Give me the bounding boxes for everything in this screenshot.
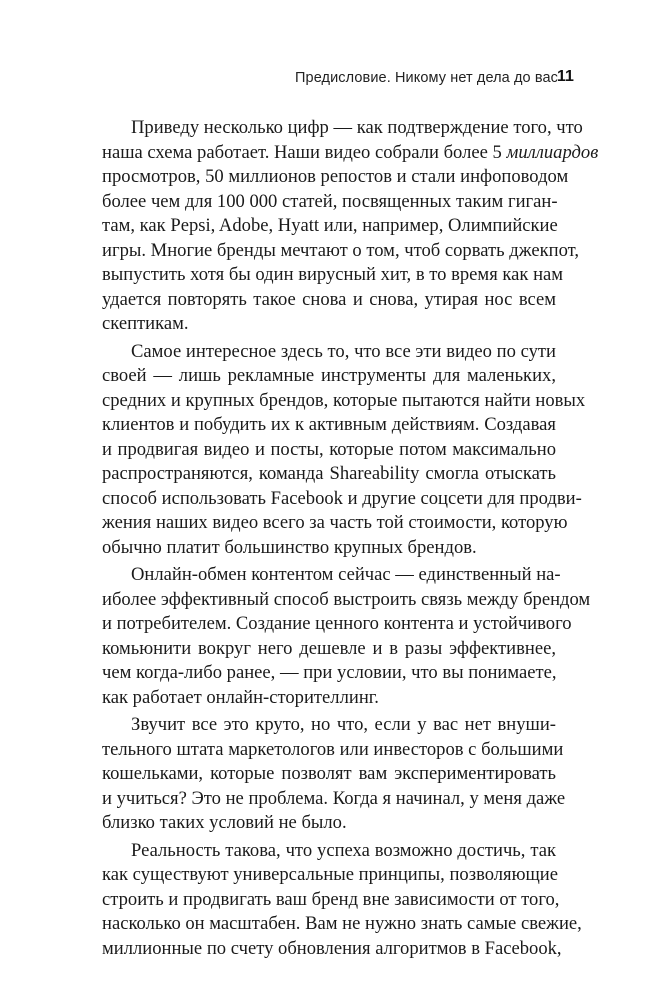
text-line — [102, 762, 556, 787]
text-line — [102, 141, 599, 166]
text-segment: наша схема работает. Наши видео собрали более 5 — [102, 141, 507, 163]
text-segment: клиентов и побудить их к активным действиям. Создавая — [102, 414, 556, 435]
text-segment: как работает онлайн-сторителлинг. — [102, 686, 379, 708]
text-line — [102, 637, 556, 662]
text-line — [102, 839, 556, 864]
text-line — [102, 713, 556, 738]
text-segment: Онлайн-обмен контентом сейчас — единственный на- — [131, 564, 561, 585]
running-head-title: Предисловие. Никому нет дела до вас — [295, 70, 558, 86]
text-segment: выпустить хотя бы один вирусный хит, в то время как нам — [102, 264, 564, 285]
text-segment: там, как Pepsi, Adobe, Hyatt или, например, Олимпийские — [102, 215, 558, 236]
text-line — [102, 340, 556, 365]
italic-text: миллиардов — [506, 141, 599, 163]
text-line — [102, 511, 568, 536]
text-segment: Приведу несколько цифр — как подтверждение того, что — [131, 117, 583, 138]
paragraph — [102, 713, 566, 836]
text-segment: средних и крупных брендов, которые пытаются найти новых — [102, 389, 586, 411]
text-line — [102, 686, 556, 711]
text-line — [102, 563, 561, 588]
text-segment: распространяются, команда Shareability смогла отыскать — [102, 463, 556, 484]
paragraph — [102, 839, 582, 962]
text-segment: насколько он масштабен. Вам не нужно знать самые свежие, — [102, 913, 582, 934]
paragraph — [102, 116, 599, 337]
text-segment: более чем для 100 000 статей, посвященных таким гиган- — [102, 190, 558, 212]
text-line — [102, 263, 564, 288]
text-line — [102, 438, 556, 463]
text-line — [102, 937, 562, 962]
text-line — [102, 239, 580, 264]
text-line — [102, 462, 556, 487]
paragraph — [102, 563, 591, 710]
text-segment: и потребителем. Создание ценного контента и устойчивого — [102, 613, 572, 634]
text-line — [102, 811, 556, 836]
text-segment: как существуют универсальные принципы, позволяющие — [102, 864, 559, 885]
text-segment: способ использовать Facebook и другие соцсети для продви- — [102, 487, 582, 509]
text-line — [102, 165, 569, 190]
text-line — [102, 863, 559, 888]
text-line — [102, 588, 591, 613]
text-segment: игры. Многие бренды мечтают о том, чтоб сорвать джекпот, — [102, 239, 580, 261]
text-segment: и учиться? Это не проблема. Когда я начинал, у меня даже — [102, 787, 566, 809]
text-line — [102, 288, 556, 313]
text-line — [102, 787, 566, 812]
text-segment: Реальность такова, что успеха возможно достичь, так — [131, 839, 556, 861]
text-segment: строить и продвигать ваш бренд вне зависимости от того, — [102, 888, 560, 910]
text-line — [102, 413, 556, 438]
text-line — [102, 888, 560, 913]
text-segment: иболее эффективный способ выстроить связь между брендом — [102, 588, 591, 610]
text-line — [102, 214, 556, 239]
text-segment: чем когда-либо ранее, — при условии, что вы понимаете, — [102, 662, 557, 683]
text-segment: близко таких условий не было. — [102, 812, 347, 833]
text-segment: обычно платит большинство крупных брендов. — [102, 536, 477, 558]
text-segment: и продвигая видео и посты, которые потом максимально — [102, 438, 556, 460]
text-line — [102, 738, 564, 763]
text-line — [102, 536, 556, 561]
page-number: 11 — [557, 68, 574, 85]
text-line — [102, 190, 556, 215]
text-segment: своей — лишь рекламные инструменты для маленьких, — [102, 365, 556, 386]
text-line — [102, 487, 582, 512]
body-text — [102, 116, 599, 964]
text-line — [102, 389, 586, 414]
text-segment: миллионные по счету обновления алгоритмов в Facebook, — [102, 937, 562, 959]
text-line — [102, 116, 583, 141]
text-segment: Самое интересное здесь то, что все эти видео по сути — [131, 340, 556, 362]
text-segment: Звучит все это круто, но что, если у вас нет внуши- — [131, 714, 556, 735]
text-segment: жения наших видео всего за часть той стоимости, которую — [102, 512, 568, 533]
text-segment: комьюнити вокруг него дешевле и в разы эффективнее, — [102, 637, 556, 659]
text-segment: удается повторять такое снова и снова, утирая нос всем — [102, 288, 556, 310]
text-segment: просмотров, 50 миллионов репостов и стали инфоповодом — [102, 166, 569, 187]
text-segment: кошельками, которые позволят вам экспериментировать — [102, 763, 556, 784]
paragraph — [102, 340, 586, 561]
text-segment: скептикам. — [102, 313, 189, 334]
text-line — [102, 364, 556, 389]
text-line — [102, 612, 572, 637]
text-line — [102, 912, 582, 937]
text-line — [102, 661, 556, 686]
text-line — [102, 312, 556, 337]
text-segment: тельного штата маркетологов или инвесторов с большими — [102, 738, 564, 760]
